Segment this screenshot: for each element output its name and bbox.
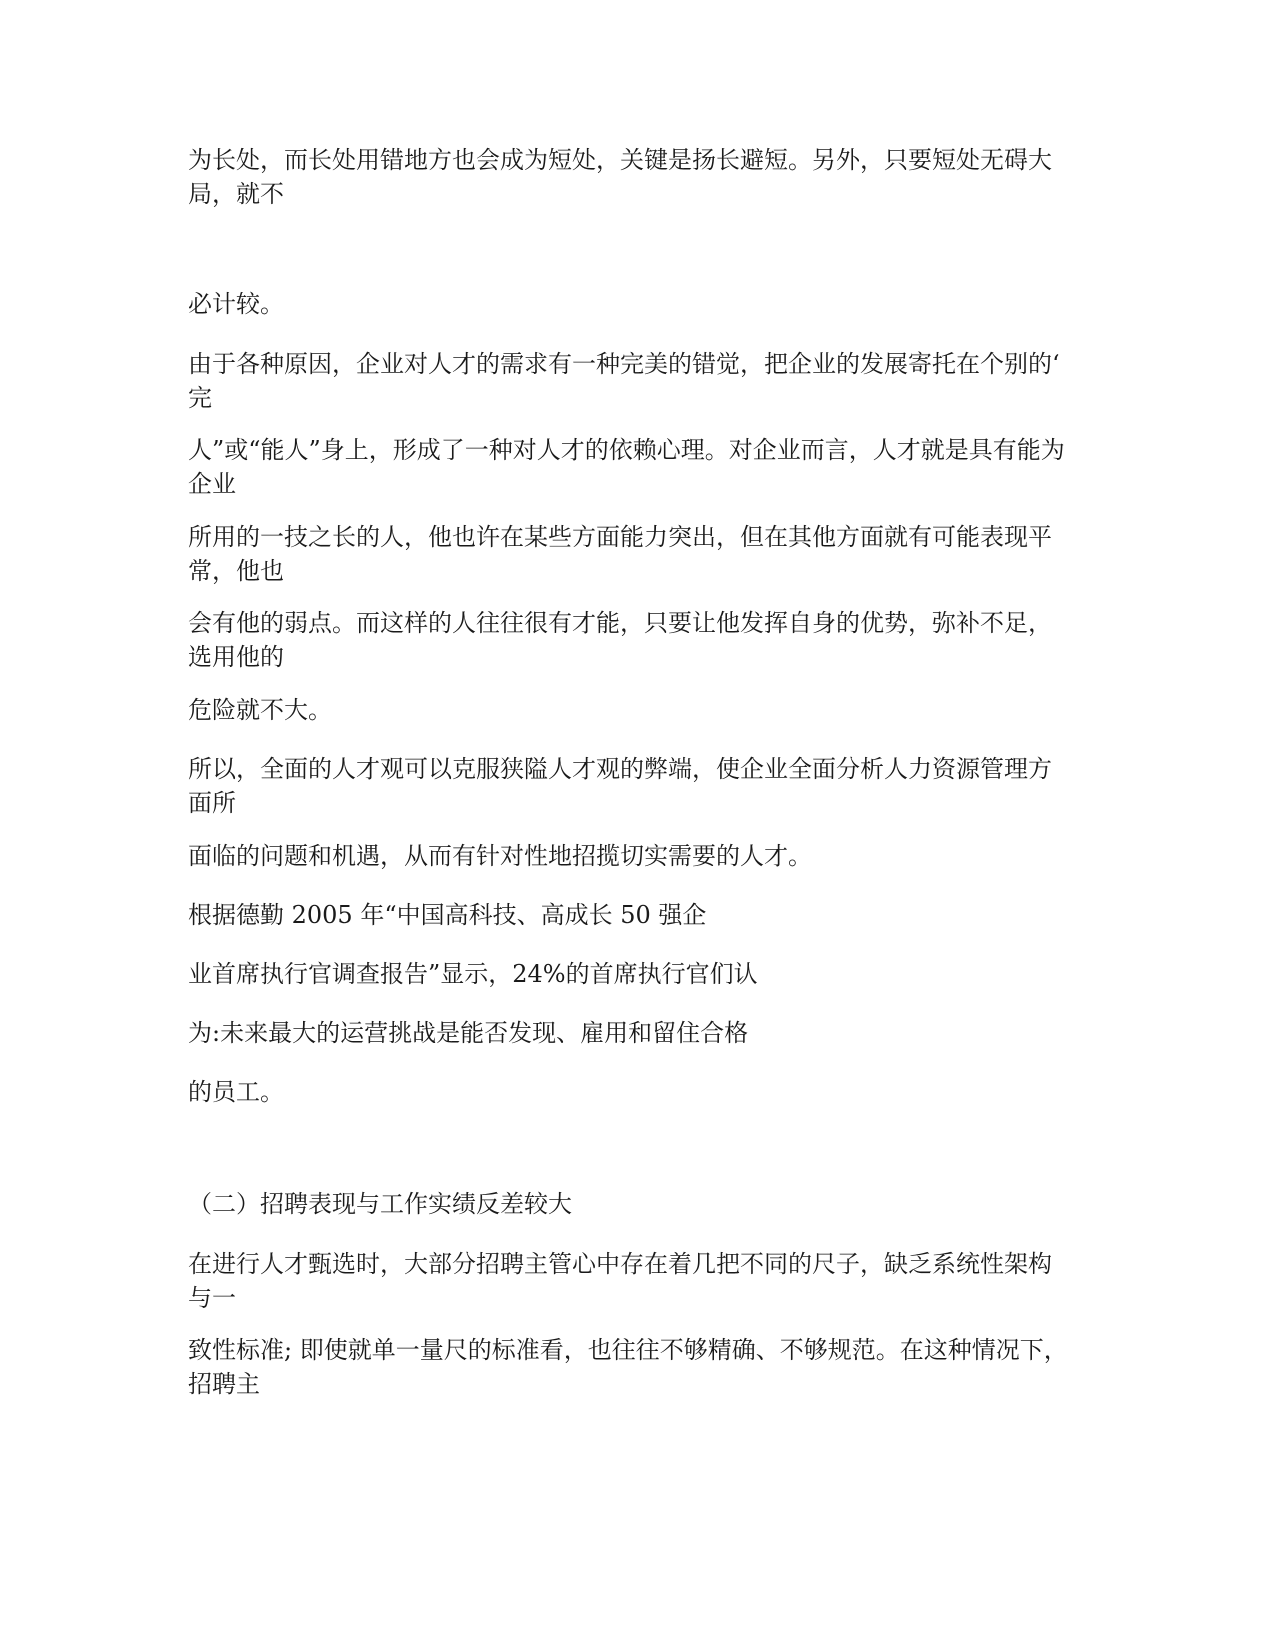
paragraph-line: 的员工。 [188,1078,284,1106]
paragraph-line: 常，他也 [188,557,284,585]
paragraph-line: 必计较。 [188,290,284,318]
paragraph-line: 由于各种原因，企业对人才的需求有一种完美的错觉，把企业的发展寄托在个别的‘ [188,350,1060,378]
paragraph-9 [188,839,1088,873]
paragraph-2 [188,287,1088,321]
paragraph-line: 为:未来最大的运营挑战是能否发现、雇用和留住合格 [188,1019,749,1047]
paragraph-11 [188,957,1088,991]
paragraph-line: 选用他的 [188,643,284,671]
paragraph-line: 局，就不 [188,180,284,208]
paragraph-10 [188,898,1088,932]
paragraph-13 [188,1075,1088,1109]
paragraph-12 [188,1016,1088,1050]
paragraph-line: 在进行人才甄选时，大部分招聘主管心中存在着几把不同的尺子，缺乏系统性架构 [188,1250,1052,1278]
paragraph-line: 所用的一技之长的人，他也许在某些方面能力突出，但在其他方面就有可能表现平 [188,523,1052,551]
paragraph-line: 人”或“能人”身上，形成了一种对人才的依赖心理。对企业而言，人才就是具有能为 [188,436,1065,464]
paragraph-15 [188,1247,1088,1315]
section-heading [188,1187,1088,1221]
paragraph-line: 业首席执行官调查报告”显示，24%的首席执行官们认 [188,960,758,988]
paragraph-4 [188,433,1088,501]
paragraph-8 [188,752,1088,820]
paragraph-line: 致性标准; 即使就单一量尺的标准看，也往往不够精确、不够规范。在这种情况下， [188,1336,1068,1364]
paragraph-line: 面所 [188,789,236,817]
paragraph-line: 招聘主 [188,1370,260,1398]
paragraph-6 [188,606,1088,674]
paragraph-line: 为长处，而长处用错地方也会成为短处，关键是扬长避短。另外，只要短处无碍大 [188,146,1052,174]
paragraph-3 [188,347,1088,415]
paragraph-line: 危险就不大。 [188,696,332,724]
paragraph-line: 与一 [188,1284,236,1312]
paragraph-line: 所以，全面的人才观可以克服狭隘人才观的弊端，使企业全面分析人力资源管理方 [188,755,1052,783]
paragraph-16 [188,1333,1088,1401]
paragraph-line: 根据德勤 2005 年“中国高科技、高成长 50 强企 [188,901,707,929]
paragraph-line: 会有他的弱点。而这样的人往往很有才能，只要让他发挥自身的优势，弥补不足， [188,609,1052,637]
paragraph-line: 面临的问题和机遇，从而有针对性地招揽切实需要的人才。 [188,842,812,870]
paragraph-7 [188,693,1088,727]
paragraph-line: 完 [188,384,212,412]
paragraph-1 [188,143,1088,211]
paragraph-line: 企业 [188,470,236,498]
heading-line: （二）招聘表现与工作实绩反差较大 [188,1190,572,1218]
paragraph-5 [188,520,1088,588]
